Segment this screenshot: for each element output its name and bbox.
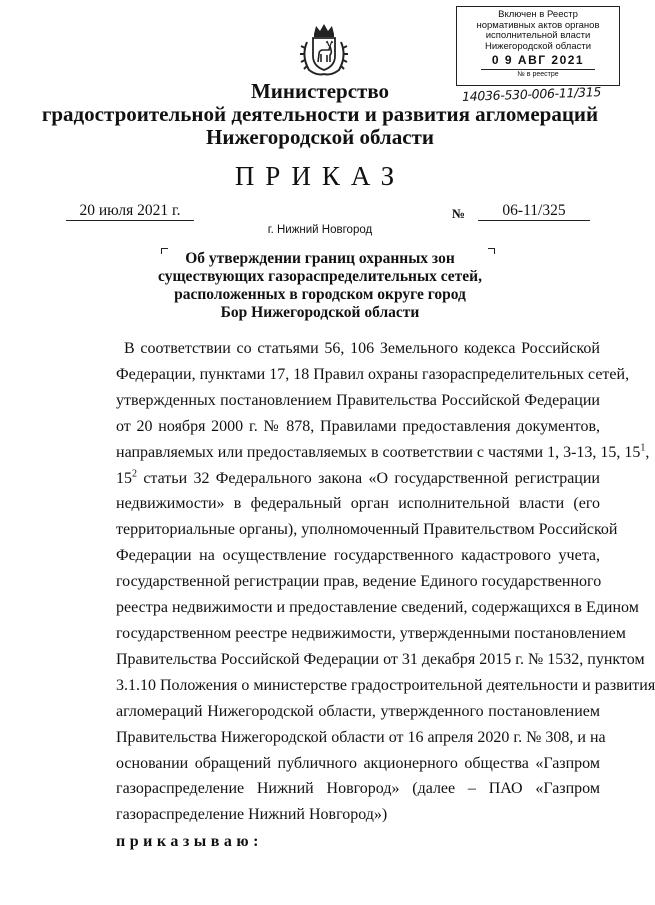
number-sign: №: [452, 206, 466, 221]
body-line: территориальные органы), уполномоченный Правительством Российской: [116, 521, 618, 539]
body-line: Федерации на осуществление государственного кадастрового учета,: [116, 547, 600, 565]
body-line-text: направляемых или предоставляемых в соответствии с частями 1, 3-13, 15, 15: [116, 443, 641, 461]
body-line-text: статьи 32 Федерального закона «О государственной регистрации: [137, 469, 600, 487]
body-line: 3.1.10 Положения о министерстве градостроительной деятельности и развития: [116, 676, 655, 694]
document-number: 06-11/325: [478, 202, 590, 221]
ministry-title-line-2: градостроительной деятельности и развития агломераций: [41, 102, 599, 126]
document-date: 20 июля 2021 г.: [66, 202, 194, 221]
document-subject: [130, 250, 510, 322]
body-line: государственном реестре недвижимости, утвержденными постановлением: [116, 624, 626, 642]
ministry-title-line-3: Нижегородской области: [206, 125, 434, 149]
subject-line: существующих газораспределительных сетей,: [158, 268, 482, 285]
body-line-text: 15: [116, 469, 132, 487]
stamp-line: Включен в Реестр: [498, 9, 578, 20]
subject-line: Об утверждении границ охранных зон: [185, 250, 455, 267]
body-line: недвижимости» в федеральный орган исполнительной власти (его: [116, 495, 600, 513]
handwritten-registry-number: 14036-530-006-11/315: [461, 84, 602, 104]
coat-of-arms-icon: [297, 22, 351, 78]
stamp-line: нормативных актов органов: [476, 19, 600, 31]
body-line: газораспределение Нижний Новгород» (далее – ПАО «Газпром: [116, 780, 600, 798]
body-line: агломераций Нижегородской области, утвержденного постановлением: [116, 702, 600, 720]
body-line-text: ,: [645, 443, 650, 461]
superscript: 2: [132, 468, 137, 480]
stamp-line: Нижегородской области: [484, 40, 592, 52]
ministry-title-line-1: Министерство: [250, 79, 390, 103]
stamp-date: 0 9 АВГ 2021: [491, 53, 585, 67]
registry-stamp: [456, 6, 620, 86]
body-line: основании обращений публичного акционерного общества «Газпром: [116, 754, 600, 772]
body-line: реестра недвижимости и предоставление сведений, содержащихся в Едином: [116, 599, 639, 617]
body-line: Правительства Нижегородской области от 16 апреля 2020 г. № 308, и на: [116, 728, 606, 746]
stamp-line: исполнительной власти: [485, 30, 591, 41]
body-line: [116, 440, 650, 466]
order-word: приказываю:: [116, 833, 263, 850]
subject-line: Бор Нижегородской области: [220, 304, 420, 321]
body-line: Правительства Российской Федерации от 31 декабря 2015 г. № 1532, пунктом: [116, 650, 645, 668]
superscript: 1: [640, 442, 646, 454]
document-type-heading: ПРИКАЗ: [234, 161, 406, 191]
body-line: Федерации, пунктами 17, 18 Правил охраны газораспределительных сетей,: [116, 365, 630, 383]
body-line: от 20 ноября 2000 г. № 878, Правилами предоставления документов,: [116, 417, 600, 435]
city-label: г. Нижний Новгород: [267, 224, 373, 236]
body-line: В соответствии со статьями 56, 106 Земельного кодекса Российской: [124, 340, 600, 357]
subject-line: расположенных в городском округе город: [174, 286, 466, 303]
body-line: государственной регистрации прав, ведение Единого государственного: [116, 573, 602, 591]
body-line: газораспределение Нижний Новгород»): [116, 806, 388, 824]
stamp-reg-label: № в реестре: [481, 69, 595, 79]
body-line: утвержденных постановлением Правительства Российской Федерации: [116, 391, 600, 409]
body-line: [116, 466, 600, 492]
preamble-paragraph: [116, 336, 655, 828]
